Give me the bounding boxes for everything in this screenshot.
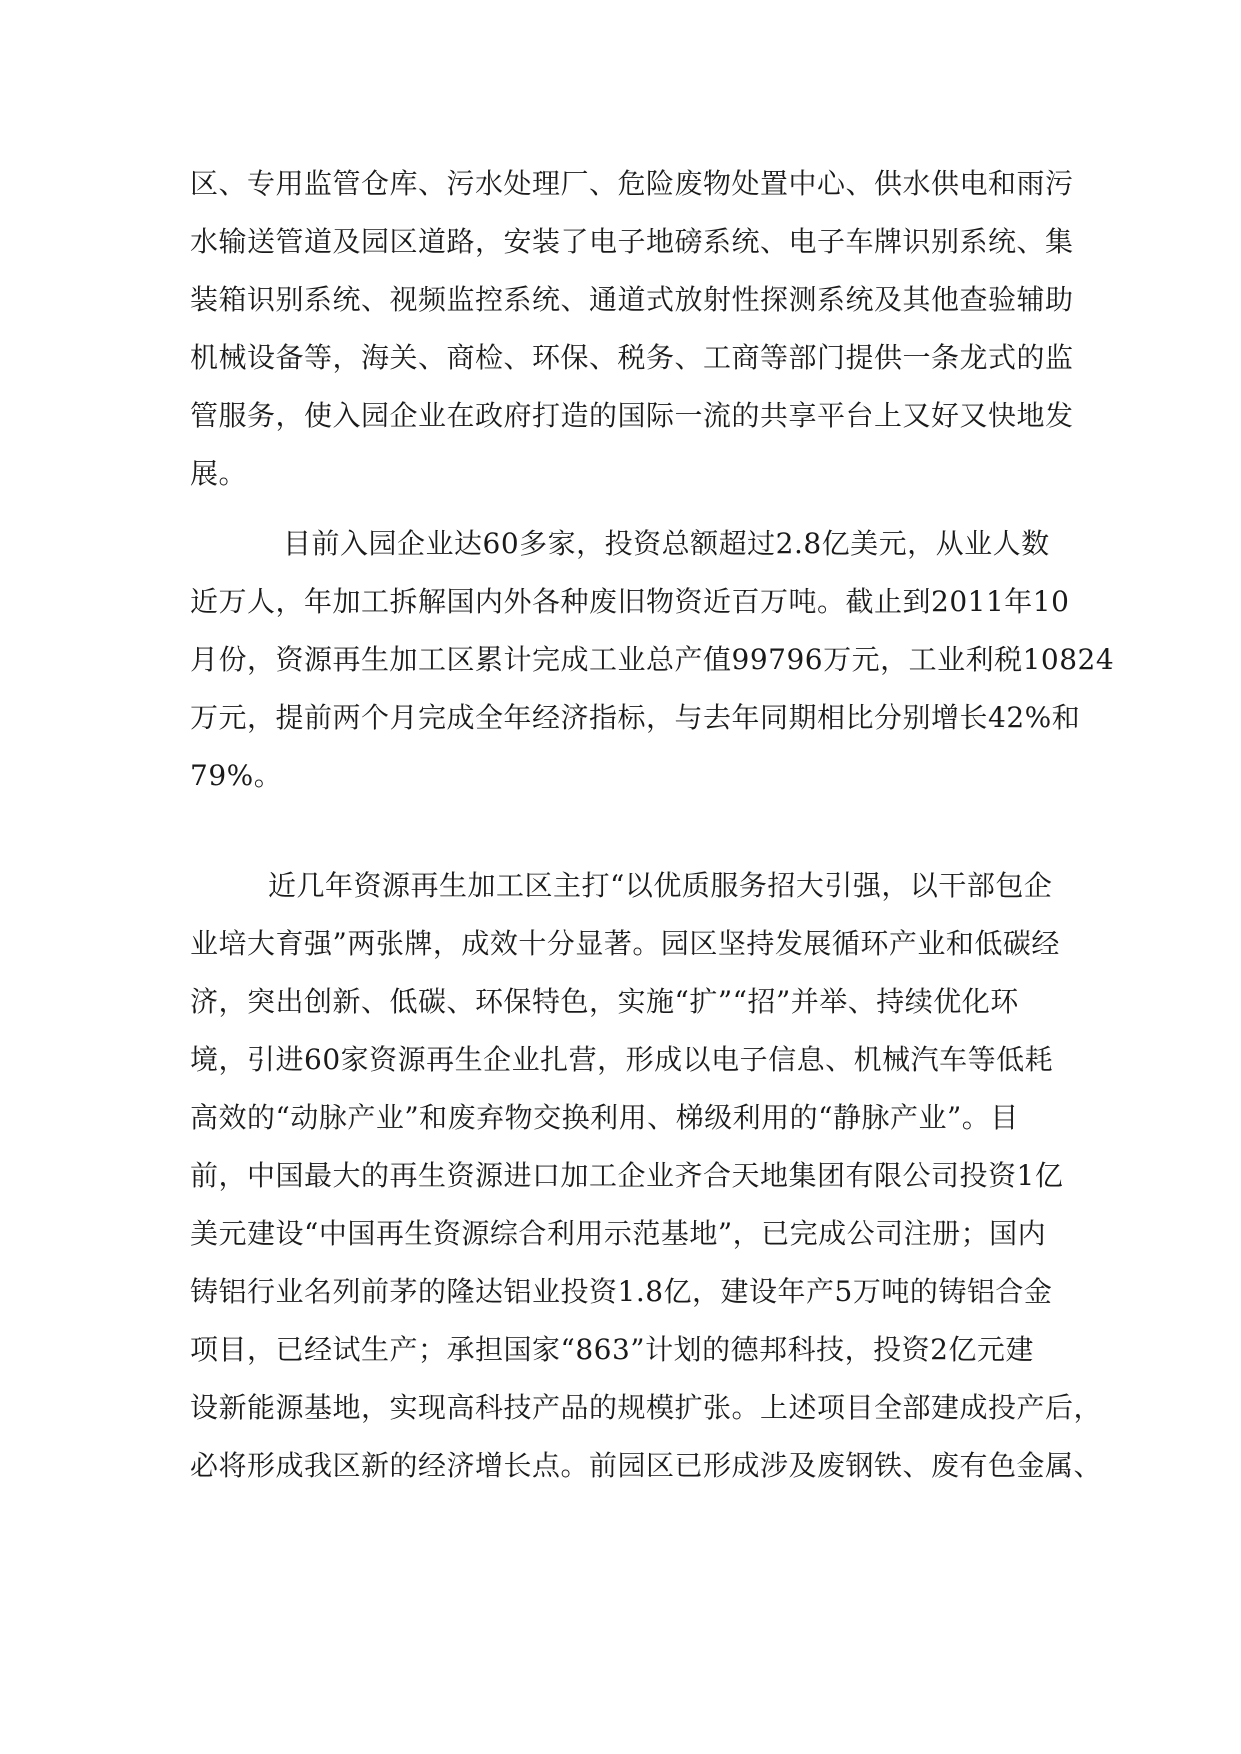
p3-line-7: 美元建设“中国再生资源综合利用示范基地”，已完成公司注册；国内 (190, 1217, 1047, 1250)
p2-line-1: 目前入园企业达60多家，投资总额超过2.8亿美元，从业人数 (283, 527, 1050, 560)
p1-line-6: 展。 (190, 457, 248, 490)
p3-line-2: 业培大育强”两张牌，成效十分显著。园区坚持发展循环产业和低碳经 (190, 927, 1060, 960)
p2-line-2: 近万人，年加工拆解国内外各种废旧物资近百万吨。截止到2011年10 (190, 585, 1070, 618)
p2-line-3: 月份，资源再生加工区累计完成工业总产值99796万元，工业利税10824 (190, 643, 1115, 676)
p2-line-5: 79%。 (190, 759, 283, 792)
p3-line-4: 境，引进60家资源再生企业扎营，形成以电子信息、机械汽车等低耗 (190, 1043, 1054, 1076)
p1-line-2: 水输送管道及园区道路，安装了电子地磅系统、电子车牌识别系统、集 (190, 225, 1074, 258)
p1-line-5: 管服务，使入园企业在政府打造的国际一流的共享平台上又好又快地发 (190, 399, 1074, 432)
p2-line-4: 万元，提前两个月完成全年经济指标，与去年同期相比分别增长42%和 (190, 701, 1081, 734)
p3-line-5: 高效的“动脉产业”和废弃物交换利用、梯级利用的“静脉产业”。目 (190, 1101, 1019, 1134)
p3-line-10: 设新能源基地，实现高科技产品的规模扩张。上述项目全部建成投产后， (190, 1391, 1103, 1424)
p3-line-3: 济，突出创新、低碳、环保特色，实施“扩”“招”并举、持续优化环 (190, 985, 1019, 1018)
p3-line-8: 铸铝行业名列前茅的隆达铝业投资1.8亿，建设年产5万吨的铸铝合金 (190, 1275, 1053, 1308)
p1-line-4: 机械设备等，海关、商检、环保、税务、工商等部门提供一条龙式的监 (190, 341, 1074, 374)
p3-line-9: 项目，已经试生产；承担国家“863”计划的德邦科技，投资2亿元建 (190, 1333, 1034, 1366)
p1-line-3: 装箱识别系统、视频监控系统、通道式放射性探测系统及其他查验辅助 (190, 283, 1074, 316)
p3-line-11: 必将形成我区新的经济增长点。前园区已形成涉及废钢铁、废有色金属、 (190, 1449, 1103, 1482)
p3-line-1: 近几年资源再生加工区主打“以优质服务招大引强，以干部包企 (268, 869, 1053, 902)
p3-line-6: 前，中国最大的再生资源进口加工企业齐合天地集团有限公司投资1亿 (190, 1159, 1064, 1192)
p1-line-1: 区、专用监管仓库、污水处理厂、危险废物处置中心、供水供电和雨污 (190, 167, 1074, 200)
